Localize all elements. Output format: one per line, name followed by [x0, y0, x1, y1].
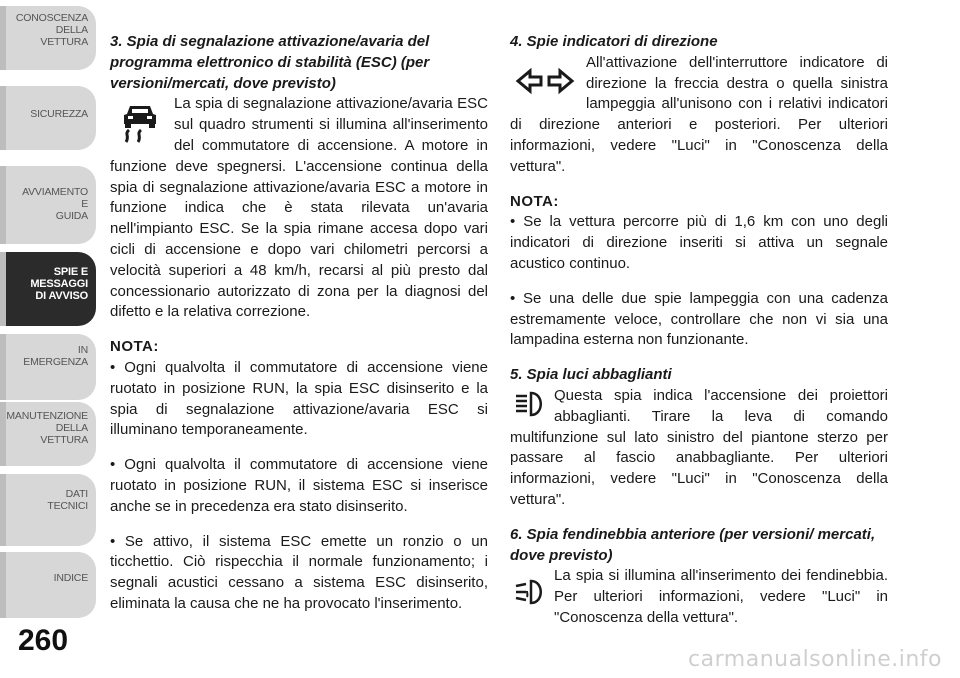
- section-5-heading: 5. Spia luci abbaglianti: [510, 366, 672, 384]
- watermark: carmanualsonline.info: [688, 647, 942, 672]
- sidebar-nav: [0, 0, 100, 620]
- section-5-text: Questa spia indica l'accensione dei proiettori abbaglianti. Tirare la leva di comando multifunzione sul lato sinistro del piantone sterzo per passare al fascio anabbagliante. Per ulteriori informazioni, vedere "Luci" in "Conoscenza della vettura".: [510, 386, 888, 508]
- left-column: [110, 32, 488, 615]
- tab-label: IN EMERGENZA: [23, 344, 88, 368]
- esc-warning-icon: [116, 100, 164, 144]
- tab-label: SICUREZZA: [30, 108, 88, 120]
- section-3-body: [110, 94, 488, 323]
- page-number: 260: [18, 624, 69, 657]
- tab-label: MANUTENZIONE DELLA VETTURA: [6, 410, 88, 446]
- section-4-heading: 4. Spie indicatori di direzione: [510, 33, 718, 50]
- tab-sicurezza[interactable]: [4, 86, 96, 150]
- nota-label: NOTA:: [110, 338, 159, 356]
- bullet-item: • Ogni qualvolta il commutatore di accensione viene ruotato in posizione RUN, la spia ESC disinserito e la spia di segnalazione attivazione/avaria ESC si illuminano temporaneamente.: [110, 358, 488, 439]
- tab-spie-messaggi[interactable]: [4, 252, 96, 326]
- tab-label: DATI TECNICI: [47, 488, 88, 512]
- tab-dati-tecnici[interactable]: [4, 474, 96, 546]
- bullet-item: • Ogni qualvolta il commutatore di accensione viene ruotato in posizione RUN, il sistema ESC si inserisce anche se in precedenza era stato disinserito.: [110, 456, 488, 515]
- turn-signal-icon: [514, 59, 576, 103]
- section-4-text: All'attivazione dell'interruttore indicatore di direzione la freccia destra o quella sinistra lampeggia all'unisono con i relativi indicatori di direzione anteriori e posteriori. Per ulteriori informazioni, vedere "Luci" in "Conoscenza della vettura".: [510, 53, 888, 175]
- tab-label: CONOSCENZA DELLA VETTURA: [15, 12, 88, 48]
- high-beam-icon: [514, 388, 546, 420]
- section-3-heading: 3. Spia di segnalazione attivazione/avaria del programma elettronico di stabilità (ESC) (per versioni/mercati, dove previsto): [110, 33, 430, 92]
- front-fog-light-icon: [514, 576, 546, 608]
- section-6-text: La spia si illumina all'inserimento dei fendinebbia. Per ulteriori informazioni, vedere "Luci" in "Conoscenza della vettura".: [554, 567, 888, 626]
- tab-manutenzione[interactable]: [4, 402, 96, 466]
- bullet-item: • Se una delle due spie lampeggia con una cadenza estremamente veloce, controllare che non vi sia una lampadina esterna non funzionante.: [510, 289, 888, 349]
- section-5-body: [510, 386, 888, 511]
- tab-emergenza[interactable]: [4, 334, 96, 400]
- tab-indice[interactable]: [4, 552, 96, 618]
- section-6-body: [510, 566, 888, 628]
- right-column: [510, 32, 888, 629]
- section-4-body: [510, 53, 888, 178]
- section-6-heading: 6. Spia fendinebbia anteriore (per versioni/ mercati, dove previsto): [510, 525, 876, 564]
- section-3-text: La spia di segnalazione attivazione/avaria ESC sul quadro strumenti si illumina all'inserimento del commutatore di accensione. A motore in funzione deve spegnersi. L'accensione continua della spia di segnalazione attivazione/avaria ESC a motore in funzione indica che è stata rilevata un'avaria nell'impianto ESC. Se la spia rimane accesa dopo vari cicli di accensione e dopo vari chilometri percorsi a velocità superiori a 48 km/h, recarsi al più presto dal concessionario autorizzato di zona per la diagnosi del difetto e la relativa correzione.: [110, 95, 488, 321]
- tab-avviamento[interactable]: [4, 166, 96, 244]
- tab-label: SPIE E MESSAGGI DI AVVISO: [30, 266, 88, 302]
- bullet-item: • Se attivo, il sistema ESC emette un ronzio o un ticchettio. Ciò rispecchia il normale funzionamento; i segnali acustici cessano a sistema ESC disinserito, eliminata la causa che ne ha provocato l'inserimento.: [110, 532, 488, 612]
- bullet-item: • Se la vettura percorre più di 1,6 km con uno degli indicatori di direzione inseriti si attiva un segnale acustico continuo.: [510, 213, 888, 272]
- tab-label: AVVIAMENTO E GUIDA: [22, 186, 88, 222]
- tab-label: INDICE: [53, 572, 88, 584]
- tab-conoscenza[interactable]: [4, 6, 96, 70]
- nota-label: NOTA:: [510, 192, 559, 210]
